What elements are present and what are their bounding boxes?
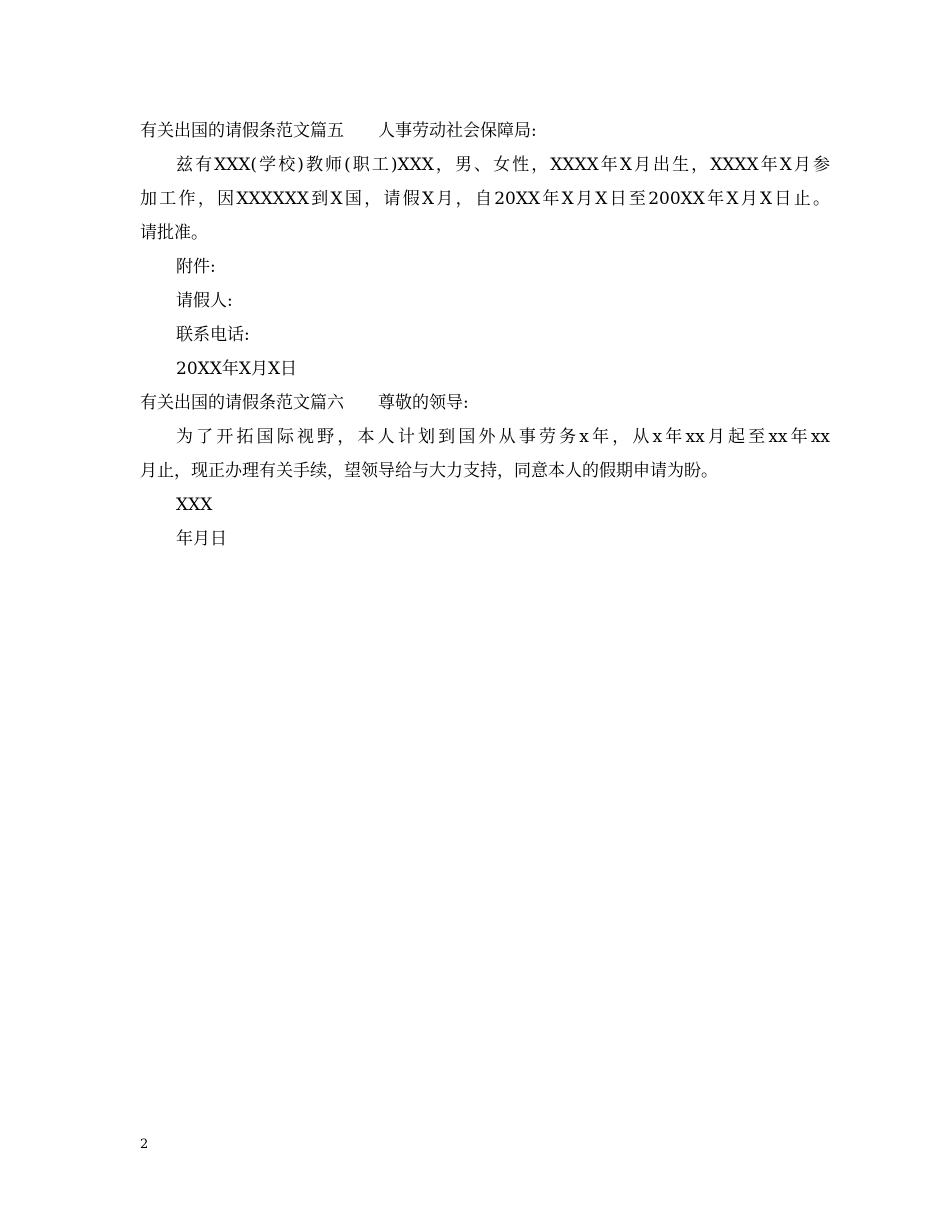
section-six-body-line: 月止，现正办理有关手续，望领导给与大力支持，同意本人的假期申请为盼。 — [140, 461, 718, 481]
applicant-label: 请假人: — [176, 291, 233, 311]
section-six-date: 年月日 — [176, 529, 227, 549]
page-number: 2 — [140, 1137, 149, 1152]
section-five-body-line: 请批准。 — [140, 223, 208, 243]
section-six-recipient: 尊敬的领导: — [378, 393, 469, 413]
phone-label: 联系电话: — [176, 325, 250, 345]
signature-name: XXX — [176, 495, 213, 515]
section-five-recipient: 人事劳动社会保障局: — [378, 121, 537, 141]
section-five-date: 20XX年X月X日 — [176, 359, 298, 379]
section-six-body-line: 为了开拓国际视野，本人计划到国外从事劳务x年，从x年xx月起至xx年xx — [176, 427, 830, 447]
section-five-title: 有关出国的请假条范文篇五 — [140, 121, 344, 141]
section-five-body-line: 兹有XXX(学校)教师(职工)XXX，男、女性，XXXX年X月出生，XXXX年X月参 — [176, 155, 830, 175]
attachment-label: 附件: — [176, 257, 216, 277]
document-body — [140, 114, 830, 556]
section-six-heading — [140, 386, 830, 420]
section-five-heading — [140, 114, 830, 148]
section-five-body-line: 加工作，因XXXXXX到X国，请假X月，自20XX年X月X日至200XX年X月X日止。 — [140, 189, 830, 209]
section-six-title: 有关出国的请假条范文篇六 — [140, 393, 344, 413]
